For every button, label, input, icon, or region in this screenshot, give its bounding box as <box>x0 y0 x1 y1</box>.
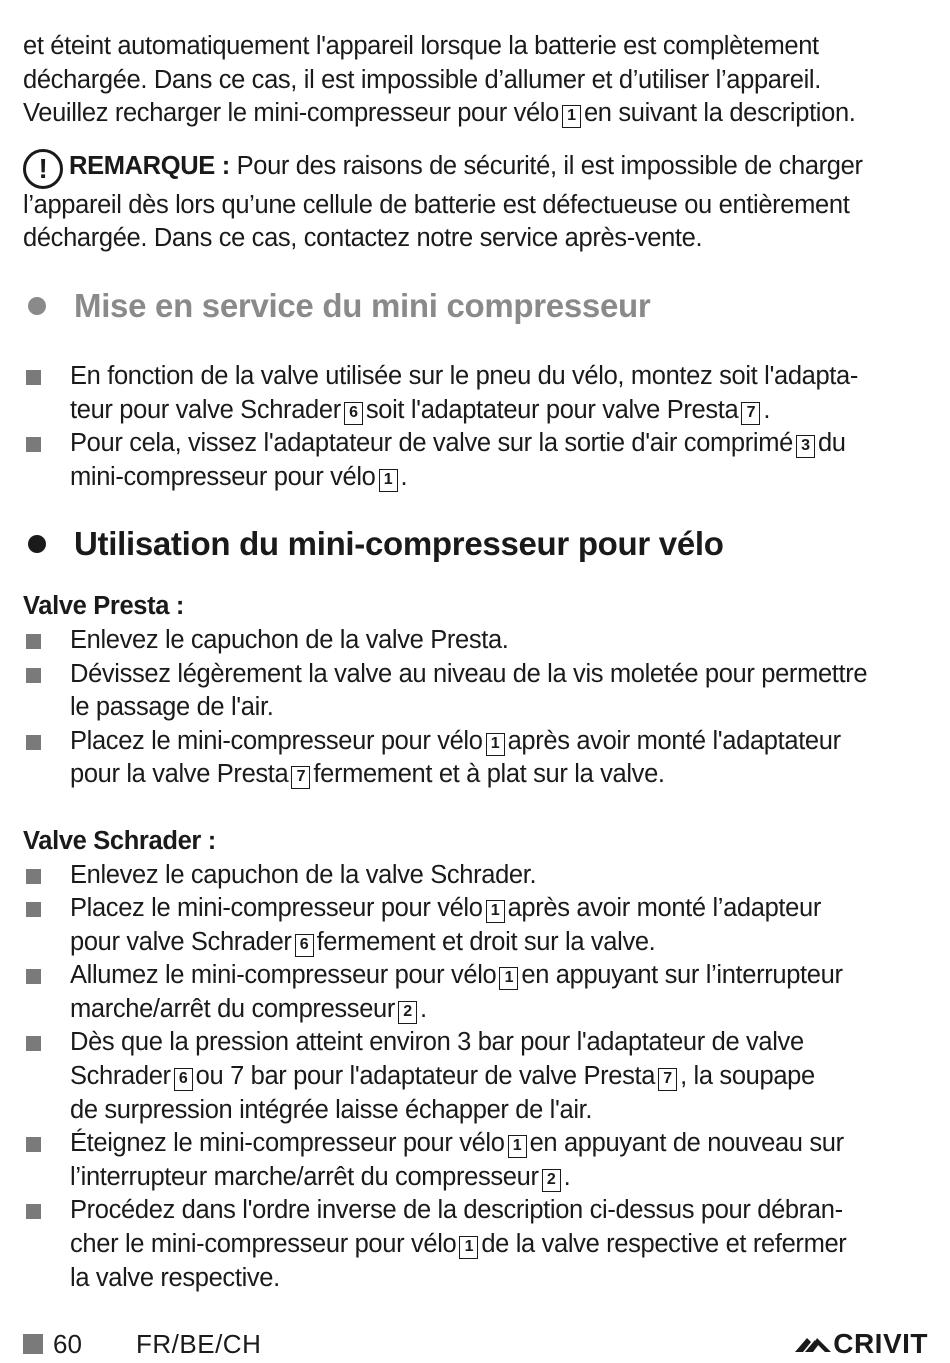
square-bullet-icon <box>26 969 41 984</box>
ref-number: 1 <box>508 1135 527 1158</box>
page-number: 60 <box>53 1329 82 1359</box>
exclamation-circle-icon: ! <box>23 149 63 189</box>
remark-label: REMARQUE : <box>69 151 230 180</box>
section-heading-setup: Mise en service du mini compresseur <box>23 282 923 330</box>
list-item: Procédez dans l'ordre inverse de la description ci-dessus pour débran- cher le mini-compresseur pour vélo 1 de la valve respective et refermer la valve respective. <box>23 1194 923 1295</box>
ref-number: 1 <box>499 967 518 990</box>
page-footer <box>23 1328 928 1360</box>
list-item: Dévissez légèrement la valve au niveau de la vis moletée pour permettre le passage de l'air. <box>23 658 923 725</box>
list-item: Placez le mini-compresseur pour vélo 1 après avoir monté l'adaptateur pour la valve Presta 7 fermement et à plat sur la valve. <box>23 725 923 792</box>
square-bullet-icon <box>26 902 41 917</box>
bullet-dot-icon <box>28 535 46 553</box>
brand-name: CRIVIT <box>833 1328 928 1359</box>
ref-number: 6 <box>344 402 363 425</box>
ref-number: 1 <box>486 733 505 756</box>
list-item: Éteignez le mini-compresseur pour vélo 1 en appuyant de nouveau sur l’interrupteur marche/arrêt du compresseur 2 . <box>23 1127 923 1194</box>
ref-number: 1 <box>459 1236 478 1259</box>
list-item: Placez le mini-compresseur pour vélo 1 après avoir monté l’adapteur pour valve Schrader 6 fermement et droit sur la valve. <box>23 892 923 959</box>
bullet-dot-icon <box>28 297 46 315</box>
schrader-list <box>23 859 923 1296</box>
text-line: déchargée. Dans ce cas, contactez notre service après-vente. <box>23 224 703 253</box>
subheading-schrader: Valve Schrader : <box>23 826 216 855</box>
square-bullet-icon <box>26 634 41 649</box>
ref-number: 2 <box>398 1001 417 1024</box>
text-line: Veuillez recharger le mini-compresseur pour vélo 1 en suivant la description. <box>23 99 856 128</box>
list-item: Pour cela, vissez l'adaptateur de valve sur la sortie d'air comprimé 3 du mini-compresseur pour vélo 1 . <box>23 427 923 494</box>
presta-list <box>23 624 923 792</box>
list-item: Enlevez le capuchon de la valve Schrader. <box>23 859 923 893</box>
manual-page <box>23 30 923 1295</box>
list-item: Enlevez le capuchon de la valve Presta. <box>23 624 923 658</box>
ref-number: 7 <box>291 766 310 789</box>
remark-block <box>23 149 923 256</box>
ref-number: 2 <box>542 1169 561 1192</box>
list-item: Dès que la pression atteint environ 3 bar pour l'adaptateur de valve Schrader 6 ou 7 bar pour l'adaptateur de valve Presta 7 , la soupape de surpression intégrée laisse échapper de l'air. <box>23 1026 923 1127</box>
brand-logo <box>793 1328 928 1360</box>
text-line: déchargée. Dans ce cas, il est impossible d’allumer et d’utiliser l’appareil. <box>23 65 821 94</box>
square-bullet-icon <box>26 1137 41 1152</box>
ref-number: 6 <box>295 934 314 957</box>
text-line: et éteint automatiquement l'appareil lorsque la batterie est complètement <box>23 32 819 60</box>
square-bullet-icon <box>26 1204 41 1219</box>
crivit-logo-icon <box>793 1332 833 1356</box>
square-bullet-icon <box>26 869 41 884</box>
square-bullet-icon <box>26 437 41 452</box>
ref-number: 6 <box>174 1068 193 1091</box>
square-bullet-icon <box>26 1036 41 1051</box>
ref-number: 1 <box>379 469 398 492</box>
list-item: Allumez le mini-compresseur pour vélo 1 en appuyant sur l’interrupteur marche/arrêt du compresseur 2 . <box>23 959 923 1026</box>
square-bullet-icon <box>26 735 41 750</box>
ref-number: 1 <box>562 105 581 128</box>
language-codes: FR/BE/CH <box>136 1329 262 1359</box>
square-bullet-icon <box>26 370 41 385</box>
ref-number: 1 <box>486 900 505 923</box>
square-bullet-icon <box>26 668 41 683</box>
ref-number: 3 <box>796 435 815 458</box>
ref-number: 7 <box>658 1068 677 1091</box>
list-item: En fonction de la valve utilisée sur le pneu du vélo, montez soit l'adapta- teur pour valve Schrader 6 soit l'adaptateur pour valve Presta 7 . <box>23 360 923 427</box>
text-line: l’appareil dès lors qu’une cellule de batterie est défectueuse ou entièrement <box>23 190 850 219</box>
ref-number: 7 <box>741 402 760 425</box>
setup-list <box>23 360 923 494</box>
text-line: ! REMARQUE : Pour des raisons de sécurité, il est impossible de charger <box>23 149 923 189</box>
footer-square-icon <box>23 1334 43 1354</box>
subheading-presta: Valve Presta : <box>23 592 184 621</box>
section-heading-usage: Utilisation du mini-compresseur pour vélo <box>23 520 923 568</box>
intro-paragraph <box>23 30 923 131</box>
